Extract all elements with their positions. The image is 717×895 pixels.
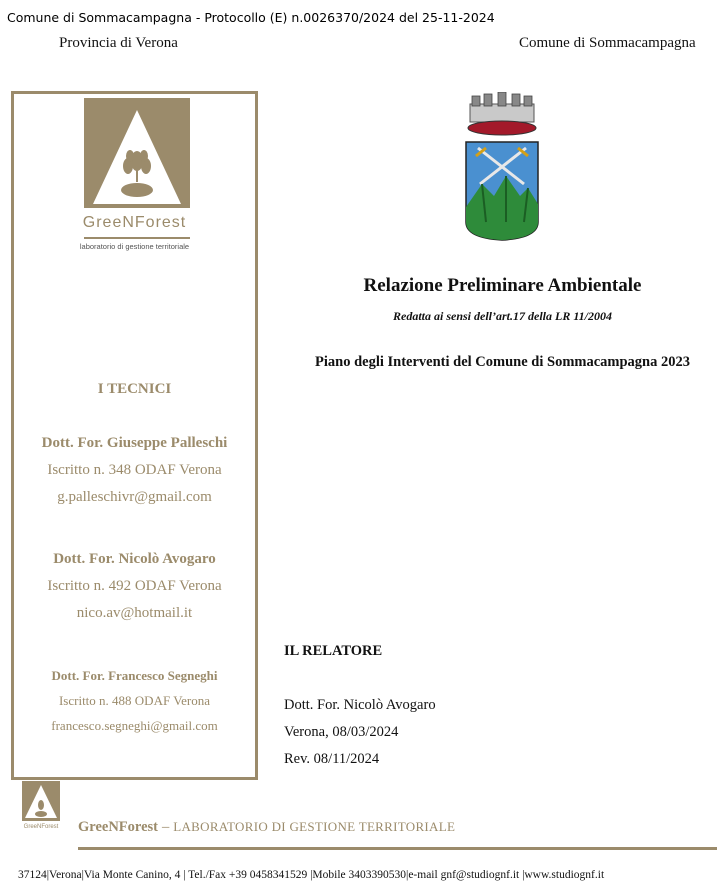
footer-contact: 37124|Verona|Via Monte Canino, 4 | Tel./Fax +39 0458341529 |Mobile 3403390530|e-mail gnf@studiognf.it |www.studiognf.it [18,869,605,881]
technician-registration: Iscritto n. 492 ODAF Verona [47,578,222,594]
section-title: I TECNICI [97,381,172,397]
logo-brand: GreeNForest [82,214,187,231]
greenforest-logo [84,98,190,208]
protocol-line: Comune di Sommacampagna - Protocollo (E) n.0026370/2024 del 25-11-2024 [7,10,495,25]
technician-name: Dott. For. Nicolò Avogaro [53,551,216,567]
document-title: Relazione Preliminare Ambientale [363,275,642,296]
relatore-label: IL RELATORE [284,643,383,659]
municipality-label: Comune di Sommacampagna [519,35,696,51]
footer-lab: LABORATORIO DI GESTIONE TERRITORIALE [173,819,456,834]
technician-registration: Iscritto n. 488 ODAF Verona [58,693,211,708]
technician-registration: Iscritto n. 348 ODAF Verona [47,462,222,478]
technician-name: Dott. For. Giuseppe Palleschi [41,435,228,451]
relatore-name: Dott. For. Nicolò Avogaro [284,697,436,713]
technicians-panel [11,91,258,780]
place-date: Verona, 08/03/2024 [284,724,399,740]
footer-dash: – [161,819,170,835]
footer-logo-icon [22,781,60,821]
technician-email[interactable]: nico.av@hotmail.it [76,605,193,621]
coat-of-arms-icon [462,92,542,244]
footer-brand-name: GreeNForest [78,819,158,835]
footer-brand [78,819,455,836]
footer-logo-text: GreeNForest [23,824,59,830]
revision: Rev. 08/11/2024 [284,751,380,767]
footer-rule [78,847,717,850]
document-subtitle: Redatta ai sensi dell’art.17 della LR 11/2004 [393,309,612,323]
plan-title: Piano degli Interventi del Comune di Sommacampagna 2023 [315,354,690,370]
technician-name: Dott. For. Francesco Segneghi [51,668,218,683]
province-label: Provincia di Verona [59,35,178,51]
logo-divider [84,237,190,239]
technician-email[interactable]: g.palleschivr@gmail.com [57,489,212,505]
technician-email[interactable]: francesco.segneghi@gmail.com [51,718,218,733]
logo-tagline: laboratorio di gestione territoriale [79,242,190,251]
